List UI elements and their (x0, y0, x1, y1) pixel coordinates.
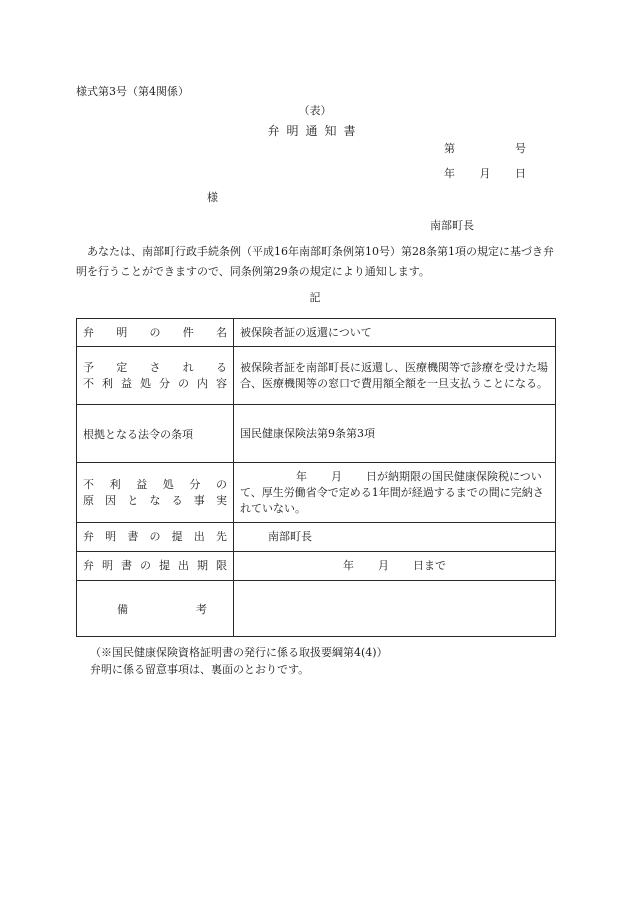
label-char: 出 (178, 559, 189, 572)
label-char: 明 (116, 325, 128, 339)
label-char: 明 (105, 530, 117, 543)
row-label-legal-basis: 根拠となる法令の条項 (77, 405, 234, 463)
table-row (77, 523, 556, 552)
table-row (77, 319, 556, 347)
row-value-planned-disposition: 被保険者証を南部町長に返還し、医療機関等で診療を受けた場合、医療機関等の窓口で費用額全額を一旦支払うことになる。 (234, 347, 556, 405)
row-label-cause-facts (77, 463, 234, 523)
label-char: 弁 (83, 559, 94, 572)
table-row (77, 463, 556, 523)
addressee: 様 (207, 191, 218, 204)
label-char: 実 (215, 493, 227, 507)
label-char: 提 (159, 559, 170, 572)
label-char: 書 (121, 559, 132, 572)
label-char: 利 (109, 477, 121, 491)
row-value-submission-deadline (234, 552, 556, 581)
label-char: れ (182, 360, 194, 374)
cause-year: 年 (296, 469, 307, 483)
row-value-subject: 被保険者証の返還について (234, 319, 556, 347)
row-label-planned-disposition (77, 347, 234, 405)
label-char: 分 (189, 477, 201, 491)
date-year: 年 (444, 167, 455, 180)
label-char: 容 (216, 376, 227, 390)
number-suffix: 号 (515, 142, 526, 155)
label-char: と (127, 493, 139, 507)
label-char: の (140, 559, 151, 572)
destination-text: 南部町長 (268, 530, 312, 543)
label-char: 弁 (83, 530, 94, 543)
row-label-submission-destination (77, 523, 234, 552)
issue-date-line (444, 168, 526, 179)
label-char: 不 (83, 376, 94, 390)
label-char: 原 (83, 493, 94, 507)
notice-detail-table (76, 318, 556, 637)
label-char: 名 (216, 325, 227, 339)
closing-text: 弁明に係る留意事項は、裏面のとおりです。 (90, 663, 310, 676)
cause-text: 日が納期限の国民健康保険税について、厚生労働省令で定める1年間が経過するまでの間に完納されていない。 (240, 469, 544, 515)
label-char: の (178, 376, 189, 390)
document-title: 弁明通知書 (267, 124, 363, 138)
label-char: 明 (102, 559, 113, 572)
row-value-remarks (234, 581, 556, 637)
cause-month: 月 (331, 469, 342, 483)
label-char: の (215, 477, 227, 491)
notice-body-text: あなたは、南部町行政手続条例（平成16年南部町条例第10号）第28条第1項の規定に基づき弁明を行うことができますので、同条例第29条の規定により通知します。 (76, 245, 554, 278)
footnote: （※国民健康保険資格証明書の発行に係る取扱要綱第4(4)） (90, 646, 388, 659)
label-char: 予 (83, 360, 94, 374)
label-char: 弁 (83, 325, 94, 339)
label-char: 先 (215, 530, 227, 543)
label-char: 書 (127, 530, 139, 543)
label-char: 処 (162, 477, 174, 491)
label-char: 不 (83, 477, 94, 491)
issuer: 南部町長 (430, 219, 474, 232)
row-label-subject (77, 319, 234, 347)
label-char: さ (149, 360, 161, 374)
table-row (77, 581, 556, 637)
deadline-year: 年 (343, 559, 354, 572)
deadline-day: 日まで (413, 559, 446, 572)
label-char: の (149, 530, 161, 543)
table-row (77, 405, 556, 463)
label-char: 処 (140, 376, 151, 390)
label-char: 期 (197, 559, 208, 572)
label-char: 内 (197, 376, 208, 390)
form-number: 様式第3号（第4関係） (76, 85, 189, 98)
date-day: 日 (515, 167, 526, 180)
label-char: 件 (182, 325, 194, 339)
date-month: 月 (479, 167, 491, 180)
table-row (77, 552, 556, 581)
label-char: 利 (102, 376, 113, 390)
label-char: 益 (121, 376, 132, 390)
label-char: 備 (117, 602, 128, 616)
label-char: る (171, 493, 183, 507)
label-char: な (149, 493, 161, 507)
label-char: 出 (193, 530, 205, 543)
label-char: 事 (193, 493, 205, 507)
label-char: 因 (105, 493, 117, 507)
ki-heading: 記 (309, 291, 321, 304)
row-value-cause-facts (234, 463, 556, 523)
document-number-line (444, 143, 526, 154)
row-value-legal-basis: 国民健康保険法第9条第3項 (234, 405, 556, 463)
label-char: の (149, 325, 161, 339)
side-label: （表） (298, 104, 332, 117)
deadline-month: 月 (378, 559, 389, 572)
number-prefix: 第 (444, 142, 455, 155)
row-label-remarks (77, 581, 234, 637)
label-char: る (216, 360, 227, 374)
label-char: 提 (171, 530, 183, 543)
label-char: 分 (159, 376, 170, 390)
label-char: 益 (136, 477, 148, 491)
label-char: 考 (196, 602, 207, 616)
label-char: 定 (116, 360, 128, 374)
table-row (77, 347, 556, 405)
label-char: 限 (216, 559, 227, 572)
row-label-submission-deadline (77, 552, 234, 581)
row-value-submission-destination (234, 523, 556, 552)
